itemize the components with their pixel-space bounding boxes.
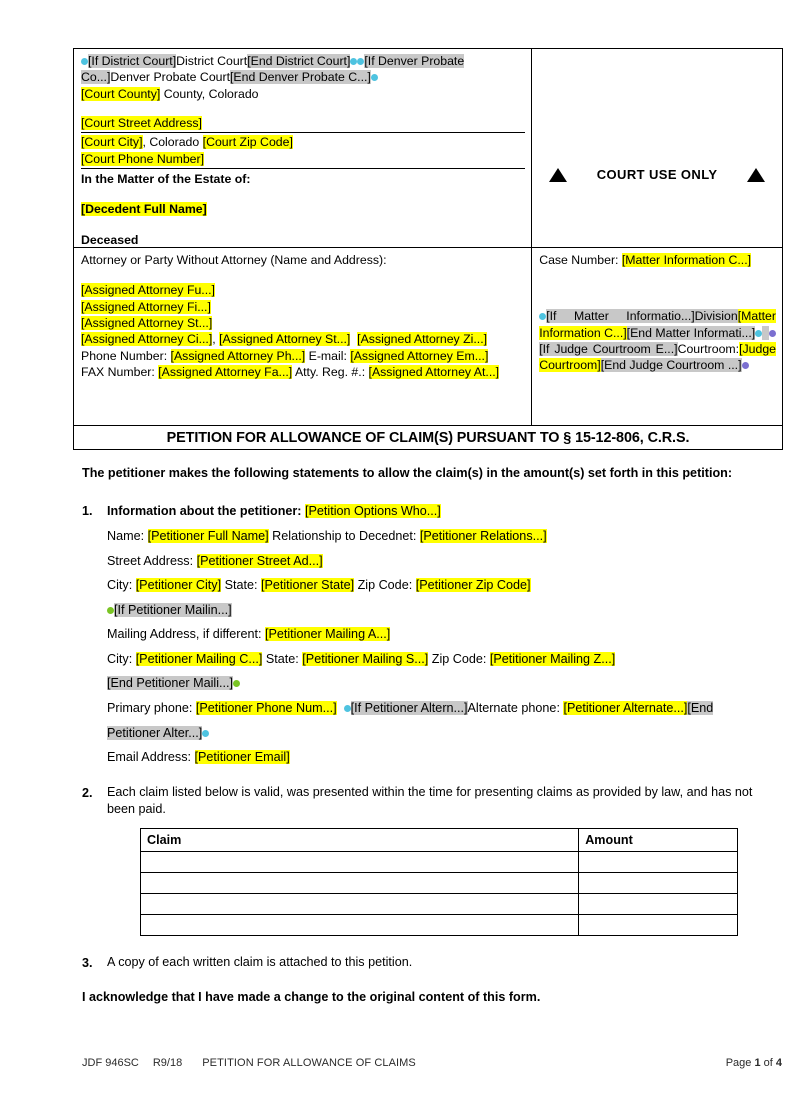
- courtroom-field[interactable]: [Judge Courtroom]: [539, 342, 776, 373]
- item-1-title: Information about the petitioner:: [107, 503, 305, 518]
- attorney-reg-label: Atty. Reg. #.:: [292, 365, 369, 380]
- petitioner-name-line: [107, 524, 782, 549]
- petitioner-phone-line: [107, 696, 782, 721]
- table-row: [141, 893, 738, 914]
- decedent-name-line: [81, 201, 525, 217]
- petition-who-field[interactable]: [Petition Options Who...]: [305, 503, 441, 518]
- petitioner-street-line: [107, 549, 782, 574]
- decedent-full-name-field[interactable]: [Decedent Full Name]: [81, 202, 207, 217]
- petitioner-mailing-citystatezip-line: [107, 647, 782, 672]
- attorney-phone-field[interactable]: [Assigned Attorney Ph...]: [170, 348, 306, 363]
- court-county-field[interactable]: [Court County]: [81, 86, 161, 101]
- attorney-fax-field[interactable]: [Assigned Attorney Fa...]: [158, 365, 293, 380]
- attorney-street-field[interactable]: [Assigned Attorney St...]: [81, 316, 213, 331]
- divider-1: [81, 132, 525, 133]
- petitioner-mailing-label: Mailing Address, if different:: [107, 627, 265, 642]
- item-2-text: Each claim listed below is valid, was presented within the time for presenting claims as provided by law, and has not been paid.: [107, 784, 753, 816]
- condition-bullet-icon: [81, 58, 88, 65]
- footer-form-title: PETITION FOR ALLOWANCE OF CLAIMS: [202, 1057, 416, 1069]
- table-row: [141, 851, 738, 872]
- attorney-email-label: E-mail:: [305, 348, 351, 363]
- petitioner-name-label: Name:: [107, 529, 148, 544]
- petitioner-citystatezip-line: [107, 573, 782, 598]
- attorney-reg-field[interactable]: [Assigned Attorney At...]: [368, 365, 500, 380]
- cond-matter-open: [If Matter Informatio...]: [546, 309, 695, 324]
- cond-mailing-open-line: [107, 598, 782, 623]
- petitioner-relationship-label: Relationship to Decednet:: [268, 529, 420, 544]
- caption-table: [73, 48, 783, 426]
- division-label: Division: [694, 309, 738, 324]
- attorney-zip-field[interactable]: [Assigned Attorney Zi...]: [357, 332, 488, 347]
- petitioner-mailing-city-field[interactable]: [Petitioner Mailing C...]: [135, 651, 263, 666]
- case-number-cell: [532, 248, 783, 426]
- court-county-suffix: County, Colorado: [160, 86, 259, 101]
- footer-page-number: [726, 1057, 782, 1069]
- attorney-firm-line: [81, 299, 525, 315]
- deceased-label: Deceased: [81, 232, 139, 247]
- triangle-left-icon: [549, 168, 567, 182]
- page-footer: [82, 1057, 782, 1069]
- claim-cell[interactable]: [141, 851, 579, 872]
- attorney-street-line: [81, 315, 525, 331]
- table-row: [141, 872, 738, 893]
- item-2-number: 2.: [82, 785, 93, 800]
- court-city-state-sep: , Colorado: [142, 135, 203, 150]
- court-street-line: [81, 115, 525, 131]
- condition-bullet-icon: [371, 74, 378, 81]
- footer-form-number: JDF 946SC: [82, 1057, 139, 1069]
- cond-alt-phone-open: [If Petitioner Altern...]: [350, 700, 468, 715]
- attorney-state-field[interactable]: [Assigned Attorney St...]: [219, 332, 351, 347]
- petitioner-email-label: Email Address:: [107, 750, 195, 765]
- amount-cell[interactable]: [579, 914, 738, 935]
- court-city-field[interactable]: [Court City]: [81, 135, 143, 150]
- cond-alt-phone-end-b: Petitioner Alter...]: [107, 725, 203, 740]
- cond-mailing-end-line: [107, 671, 782, 696]
- cond-judge-open: [If Judge Courtroom E...]: [539, 342, 678, 357]
- attorney-heading: Attorney or Party Without Attorney (Name and Address):: [81, 253, 387, 267]
- item-1-details: [107, 524, 782, 769]
- court-use-only-cell: [532, 49, 783, 248]
- condition-bullet-icon: [107, 607, 114, 614]
- condition-bullet-icon: [769, 330, 776, 337]
- cond-judge-end: [End Judge Courtroom ...]: [600, 358, 742, 373]
- petitioner-full-name-field[interactable]: [Petitioner Full Name]: [147, 529, 269, 544]
- footer-page-current: 1: [754, 1057, 761, 1069]
- claims-header-claim: Claim: [141, 828, 579, 851]
- condition-bullet-icon: [233, 680, 240, 687]
- attorney-fullname-line: [81, 282, 525, 298]
- petitioner-mail-zip-label: Zip Code:: [428, 651, 490, 666]
- attorney-info-cell: [74, 248, 532, 426]
- petitioner-mailing-zip-field[interactable]: [Petitioner Mailing Z...]: [489, 651, 616, 666]
- petitioner-relationship-field[interactable]: [Petitioner Relations...]: [419, 529, 547, 544]
- petitioner-mail-state-label: State:: [262, 651, 303, 666]
- court-county-line: [81, 86, 525, 102]
- footer-page-prefix: Page: [725, 1057, 755, 1069]
- court-city-line: [81, 134, 525, 150]
- attorney-fax-reg-line: [81, 364, 525, 380]
- item-1: [82, 502, 782, 520]
- petitioner-mail-city-label: City:: [107, 651, 136, 666]
- condition-bullet-icon: [344, 705, 351, 712]
- petitioner-email-line: [107, 745, 782, 770]
- item-1-number: 1.: [82, 503, 93, 518]
- court-use-only-label: COURT USE ONLY: [596, 167, 718, 182]
- court-info-cell: [74, 49, 532, 248]
- petitioner-mailing-field[interactable]: [Petitioner Mailing A...]: [264, 627, 391, 642]
- intro-paragraph: The petitioner makes the following statements to allow the claim(s) in the amount(s) set forth in this petition:: [82, 466, 733, 480]
- document-body: [82, 465, 782, 976]
- cond-mailing-end: [End Petitioner Maili...]: [107, 676, 233, 691]
- attorney-firm-field[interactable]: [Assigned Attorney Fi...]: [81, 299, 211, 314]
- petitioner-primary-phone-label: Primary phone:: [107, 700, 196, 715]
- cond-alt-phone-end-a: [End: [687, 700, 714, 715]
- courtroom-label: Courtroom:: [677, 342, 740, 357]
- claim-cell[interactable]: [141, 872, 579, 893]
- attorney-phone-label: Phone Number:: [81, 348, 171, 363]
- petitioner-alt-phone-field[interactable]: [Petitioner Alternate...]: [563, 700, 688, 715]
- item-3-text: A copy of each written claim is attached to this petition.: [107, 954, 413, 969]
- division-field[interactable]: [Matter Information C...]: [539, 309, 776, 340]
- document-title-bar: [73, 425, 783, 450]
- estate-label: In the Matter of the Estate of:: [81, 172, 251, 187]
- petitioner-street-label: Street Address:: [107, 553, 197, 568]
- amount-cell[interactable]: [579, 893, 738, 914]
- district-court-label: District Court: [176, 54, 248, 68]
- court-street-address-field[interactable]: [Court Street Address]: [81, 116, 202, 131]
- claims-header-row: [141, 828, 738, 851]
- footer-page-mid: of: [760, 1057, 776, 1069]
- court-phone-line: [81, 151, 525, 167]
- claim-cell[interactable]: [141, 893, 579, 914]
- item-3-number: 3.: [82, 955, 93, 970]
- cond-district-open: [If District Court]: [88, 54, 177, 68]
- cond-denver-end: [End Denver Probate C...]: [230, 70, 371, 85]
- cond-alt-phone-end-line: [107, 721, 782, 746]
- triangle-right-icon: [747, 168, 765, 182]
- footer-page-total: 4: [775, 1057, 782, 1069]
- attorney-city-field[interactable]: [Assigned Attorney Ci...]: [81, 332, 213, 347]
- table-row: [141, 914, 738, 935]
- amount-cell[interactable]: [579, 872, 738, 893]
- petitioner-city-field[interactable]: [Petitioner City]: [135, 578, 222, 593]
- petitioner-city-label: City:: [107, 578, 136, 593]
- attorney-citystatezip-line: [Assigned Attorney Ci...], [Assigned Attorney St...] [Assigned Attorney Zi...]: [81, 332, 488, 347]
- court-type-line: [81, 53, 525, 86]
- attorney-full-name-field[interactable]: [Assigned Attorney Fu...]: [81, 283, 215, 298]
- condition-bullet-icon: [350, 58, 357, 65]
- division-courtroom-block: [539, 308, 776, 373]
- cond-matter-end: [End Matter Informati...]: [626, 325, 756, 340]
- claims-table: [140, 828, 738, 936]
- petitioner-primary-phone-field[interactable]: [Petitioner Phone Num...]: [195, 700, 337, 715]
- court-zip-field[interactable]: [Court Zip Code]: [202, 135, 293, 150]
- case-number-field[interactable]: [Matter Information C...]: [621, 253, 752, 267]
- acknowledgement-text: I acknowledge that I have made a change to the original content of this form.: [82, 990, 541, 1004]
- page-title: PETITION FOR ALLOWANCE OF CLAIM(S) PURSUANT TO § 15-12-806, C.R.S.: [166, 429, 690, 446]
- attorney-phone-email-line: [81, 348, 525, 364]
- denver-probate-court-label: Denver Probate Court: [110, 70, 231, 85]
- petitioner-email-field[interactable]: [Petitioner Email]: [194, 750, 290, 765]
- petitioner-state-field[interactable]: [Petitioner State]: [260, 578, 355, 593]
- petitioner-state-label: State:: [221, 578, 261, 593]
- attorney-fax-label: FAX Number:: [81, 365, 159, 380]
- petitioner-mailing-state-field[interactable]: [Petitioner Mailing S...]: [302, 651, 429, 666]
- petitioner-alt-phone-label: Alternate phone:: [467, 700, 564, 715]
- cond-district-end: [End District Court]: [247, 54, 351, 68]
- footer-left: [82, 1057, 430, 1069]
- petitioner-zip-field[interactable]: [Petitioner Zip Code]: [415, 578, 531, 593]
- petitioner-mailing-line: [107, 622, 782, 647]
- court-phone-field[interactable]: [Court Phone Number]: [81, 151, 205, 166]
- petitioner-zip-label: Zip Code:: [354, 578, 416, 593]
- footer-revision: R9/18: [152, 1057, 183, 1069]
- condition-bullet-icon: [202, 730, 209, 737]
- attorney-email-field[interactable]: [Assigned Attorney Em...]: [350, 348, 489, 363]
- condition-bullet-icon: [742, 362, 749, 369]
- case-number-line: [539, 252, 776, 268]
- amount-cell[interactable]: [579, 851, 738, 872]
- case-number-label: Case Number:: [539, 253, 622, 267]
- claim-cell[interactable]: [141, 914, 579, 935]
- cond-mailing-open: [If Petitioner Mailin...]: [114, 602, 232, 617]
- divider-2: [81, 168, 525, 169]
- claims-header-amount: Amount: [579, 828, 738, 851]
- cond-denver-open: [If Denver Probate Co...]: [81, 54, 465, 85]
- petitioner-street-field[interactable]: [Petitioner Street Ad...]: [196, 553, 323, 568]
- item-2: [82, 784, 782, 818]
- item-3: [82, 954, 782, 972]
